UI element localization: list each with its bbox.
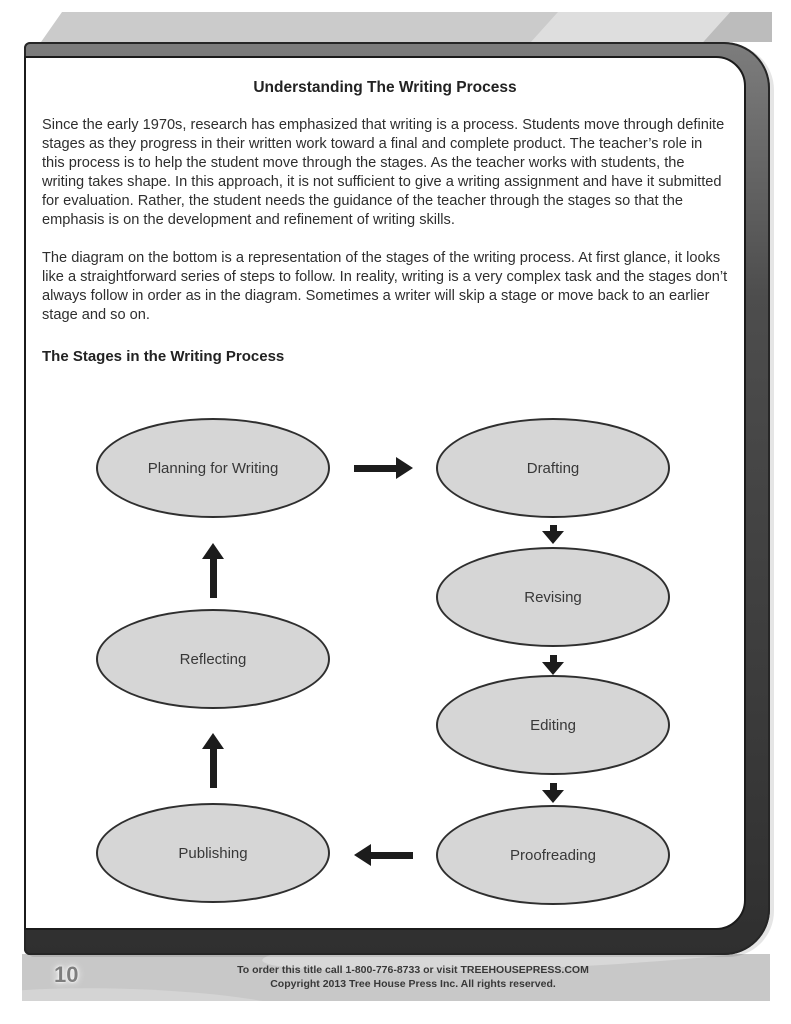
page-title: Understanding The Writing Process — [253, 79, 517, 96]
arrow-reflecting-to-planning — [202, 543, 224, 598]
arrow-shaft — [550, 655, 557, 662]
arrow-drafting-to-revising — [542, 525, 564, 544]
diagram-explanation-paragraph: The diagram on the bottom is a representation of the stages of the writing process. At first glance, it looks like a straightforward series of steps to follow. In reality, writing is a very complex task and the stages don’t always follow in order as in the diagram. Sometimes a writer will skip a stage or move back to an earlier stage and so on. — [42, 250, 728, 323]
diagram-node-revising: Revising — [436, 547, 670, 647]
page-number: 10 — [54, 962, 79, 987]
diagram-node-reflecting: Reflecting — [96, 609, 330, 709]
section-heading: The Stages in the Writing Process — [42, 348, 285, 365]
arrow-shaft — [371, 852, 413, 859]
footer-band — [22, 954, 770, 1001]
arrow-head-up-icon — [202, 733, 224, 749]
arrow-head-left-icon — [354, 844, 371, 866]
document-page — [24, 56, 746, 930]
arrow-head-up-icon — [202, 543, 224, 559]
footer-text — [22, 954, 770, 1001]
arrow-planning-to-drafting — [354, 457, 413, 479]
intro-paragraph: Since the early 1970s, research has emphasized that writing is a process. Students move through definite stages as they progress in their written work toward a final and complete product. The teacher’s role in this process is to help the student move through the stages. As the teacher works with students, the writing takes shape. In this approach, it is not sufficient to give a writing assignment and have it submitted for evaluation. Rather, the student needs the guidance of the teacher through the stages so that the emphasis is on the development and refinement of writing skills. — [42, 117, 725, 228]
arrow-shaft — [354, 465, 396, 472]
arrow-head-down-icon — [542, 531, 564, 544]
arrow-head-right-icon — [396, 457, 413, 479]
footer-copyright-line: Copyright 2013 Tree House Press Inc. All rights reserved. — [270, 977, 556, 990]
arrow-publishing-to-reflecting — [202, 733, 224, 788]
diagram-node-proofreading: Proofreading — [436, 805, 670, 905]
arrow-revising-to-editing — [542, 655, 564, 675]
arrow-head-down-icon — [542, 790, 564, 803]
arrow-editing-to-proofreading — [542, 783, 564, 803]
diagram-node-publishing: Publishing — [96, 803, 330, 903]
top-decoration-band — [20, 12, 772, 42]
diagram-node-drafting: Drafting — [436, 418, 670, 518]
arrow-proofreading-to-publishing — [354, 844, 413, 866]
decorative-streak — [20, 12, 83, 42]
diagram-node-editing: Editing — [436, 675, 670, 775]
arrow-head-down-icon — [542, 662, 564, 675]
diagram-node-planning: Planning for Writing — [96, 418, 330, 518]
footer-order-line: To order this title call 1-800-776-8733 or visit TREEHOUSEPRESS.COM — [237, 964, 589, 976]
writing-process-diagram — [26, 58, 744, 928]
arrow-shaft — [210, 559, 217, 598]
arrow-shaft — [550, 783, 557, 790]
arrow-shaft — [210, 749, 217, 788]
